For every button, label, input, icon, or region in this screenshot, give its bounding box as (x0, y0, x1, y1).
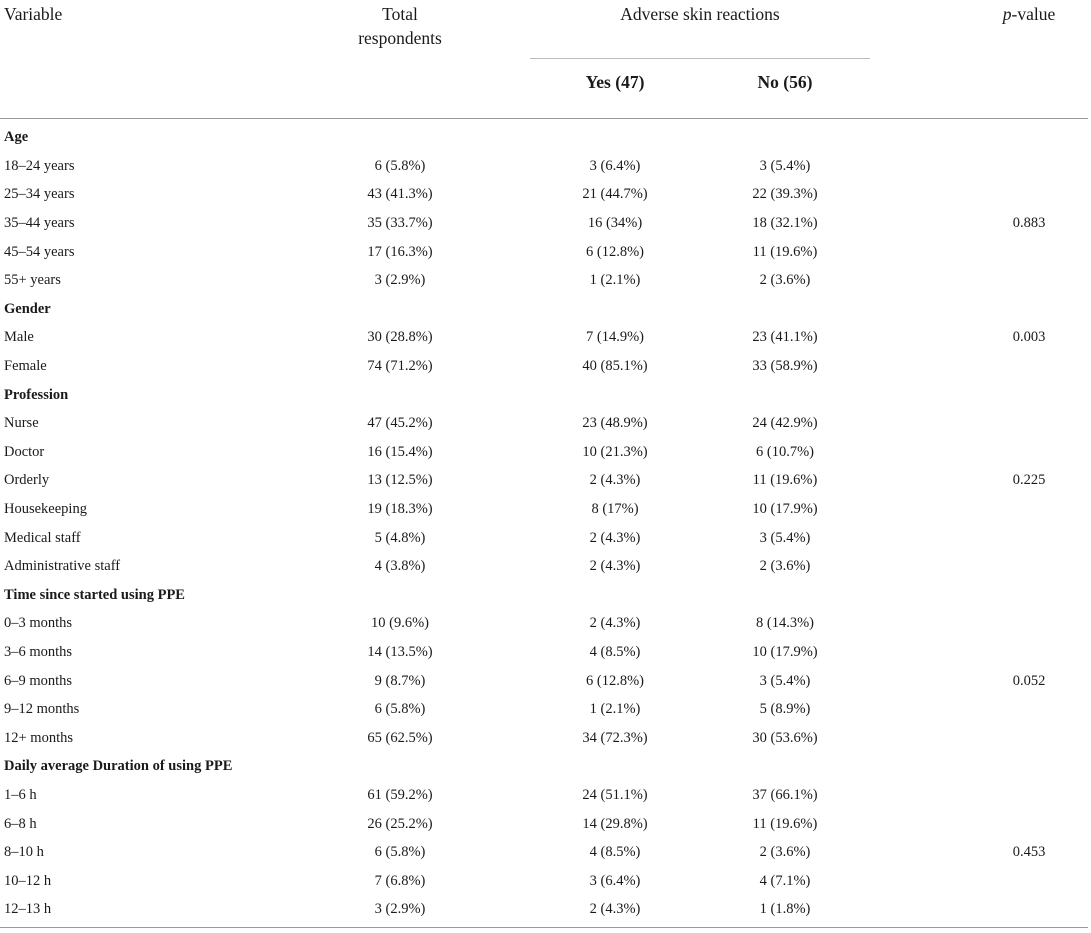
section-title: Daily average Duration of using PPE (4, 758, 233, 775)
row-label: Housekeeping (4, 501, 87, 518)
yes-cell: 2 (4.3%) (589, 472, 641, 489)
total-cell: 74 (71.2%) (367, 358, 433, 375)
p-value-cell: 0.052 (1012, 672, 1046, 689)
p-value-empty-cell (870, 352, 1088, 381)
total-cell: 9 (8.7%) (374, 672, 426, 689)
total-cell: 13 (12.5%) (367, 472, 433, 489)
table-row (0, 495, 1088, 524)
p-value-empty-cell (870, 809, 1088, 838)
row-label: Medical staff (4, 529, 81, 546)
table-row (0, 323, 1088, 352)
no-cell: 6 (10.7%) (756, 443, 814, 460)
p-value-empty-cell (870, 409, 1088, 438)
table-row (0, 466, 1088, 495)
no-cell: 23 (41.1%) (752, 329, 818, 346)
no-cell: 4 (7.1%) (759, 872, 811, 889)
header-yes: Yes (47) (585, 71, 645, 92)
table-row (0, 209, 1088, 238)
total-cell: 17 (16.3%) (367, 243, 433, 260)
table-row (0, 523, 1088, 552)
no-cell: 18 (32.1%) (752, 215, 818, 232)
no-cell: 10 (17.9%) (752, 501, 818, 518)
no-cell: 10 (17.9%) (752, 643, 818, 660)
total-cell: 6 (5.8%) (374, 701, 426, 718)
section-title: Age (4, 129, 29, 146)
row-label: 18–24 years (4, 157, 75, 174)
p-value-cell: 0.225 (1012, 472, 1046, 489)
p-value-empty-cell (870, 495, 1088, 524)
yes-cell: 6 (12.8%) (586, 243, 644, 260)
table-row (0, 152, 1088, 181)
no-cell: 37 (66.1%) (752, 786, 818, 803)
section-header-row (0, 581, 1088, 610)
total-cell: 43 (41.3%) (367, 186, 433, 203)
yes-cell: 2 (4.3%) (589, 901, 641, 918)
no-cell: 1 (1.8%) (759, 901, 811, 918)
yes-cell: 23 (48.9%) (582, 415, 648, 432)
no-cell: 8 (14.3%) (756, 615, 814, 632)
row-label: 12+ months (4, 729, 74, 746)
no-cell: 2 (3.6%) (759, 558, 811, 575)
yes-cell: 24 (51.1%) (582, 786, 648, 803)
yes-cell: 40 (85.1%) (582, 358, 648, 375)
row-label: 9–12 months (4, 701, 80, 718)
header-no: No (56) (757, 71, 813, 92)
no-cell: 2 (3.6%) (759, 844, 811, 861)
section-title: Time since started using PPE (4, 586, 185, 603)
total-cell: 19 (18.3%) (367, 501, 433, 518)
table-row (0, 552, 1088, 581)
total-cell: 3 (2.9%) (374, 901, 426, 918)
section-title: Gender (4, 300, 51, 317)
p-value-empty-cell (870, 638, 1088, 667)
yes-cell: 4 (8.5%) (589, 844, 641, 861)
row-label: 45–54 years (4, 243, 75, 260)
total-cell: 3 (2.9%) (374, 272, 426, 289)
yes-cell: 34 (72.3%) (582, 729, 648, 746)
total-cell: 6 (5.8%) (374, 157, 426, 174)
total-cell: 26 (25.2%) (367, 815, 433, 832)
row-label: 0–3 months (4, 615, 73, 632)
p-value-cell: 0.453 (1012, 844, 1046, 861)
table-row (0, 237, 1088, 266)
total-cell: 10 (9.6%) (371, 615, 429, 632)
table-row (0, 438, 1088, 467)
p-value-empty-cell (870, 152, 1088, 181)
table-row (0, 266, 1088, 295)
yes-cell: 8 (17%) (591, 501, 639, 518)
row-label: 6–9 months (4, 672, 73, 689)
table-row (0, 895, 1088, 924)
total-cell: 14 (13.5%) (367, 643, 433, 660)
table-row (0, 781, 1088, 810)
no-cell: 30 (53.6%) (752, 729, 818, 746)
p-value-empty-cell (870, 523, 1088, 552)
header-adverse-skin-reactions: Adverse skin reactions (530, 0, 870, 59)
p-value-empty-cell (870, 781, 1088, 810)
section-header-row (0, 752, 1088, 781)
p-value-empty-cell (870, 866, 1088, 895)
no-cell: 33 (58.9%) (752, 358, 818, 375)
total-cell: 16 (15.4%) (367, 443, 433, 460)
yes-cell: 14 (29.8%) (582, 815, 648, 832)
yes-cell: 10 (21.3%) (582, 443, 648, 460)
table-row (0, 180, 1088, 209)
p-value-empty-cell (870, 723, 1088, 752)
no-cell: 2 (3.6%) (759, 272, 811, 289)
p-value-cell: 0.883 (1012, 215, 1046, 232)
total-cell: 65 (62.5%) (367, 729, 433, 746)
p-value-empty-cell (870, 609, 1088, 638)
table-bottom-rule (0, 927, 1088, 928)
row-label: 8–10 h (4, 844, 44, 861)
header-p-value: p-value (1002, 4, 1056, 24)
row-label: Administrative staff (4, 558, 121, 575)
total-cell: 61 (59.2%) (367, 786, 433, 803)
table-body (0, 119, 1088, 924)
row-label: 1–6 h (4, 786, 37, 803)
p-value-empty-cell (870, 266, 1088, 295)
yes-cell: 21 (44.7%) (582, 186, 648, 203)
yes-cell: 7 (14.9%) (586, 329, 644, 346)
table-row (0, 838, 1088, 867)
header-variable: Variable (4, 4, 63, 24)
total-cell: 30 (28.8%) (367, 329, 433, 346)
row-label: Nurse (4, 415, 39, 432)
yes-cell: 2 (4.3%) (589, 558, 641, 575)
row-label: 6–8 h (4, 815, 37, 832)
yes-cell: 16 (34%) (587, 215, 643, 232)
table-row (0, 638, 1088, 667)
total-cell: 5 (4.8%) (374, 529, 426, 546)
total-cell: 7 (6.8%) (374, 872, 426, 889)
row-label: Orderly (4, 472, 50, 489)
p-value-empty-cell (870, 695, 1088, 724)
row-label: 35–44 years (4, 215, 75, 232)
yes-cell: 4 (8.5%) (589, 643, 641, 660)
table-row (0, 723, 1088, 752)
yes-cell: 1 (2.1%) (589, 272, 641, 289)
total-cell: 35 (33.7%) (367, 215, 433, 232)
row-label: 25–34 years (4, 186, 75, 203)
section-header-row (0, 295, 1088, 324)
no-cell: 24 (42.9%) (752, 415, 818, 432)
section-title: Profession (4, 386, 69, 403)
row-label: Male (4, 329, 34, 346)
yes-cell: 1 (2.1%) (589, 701, 641, 718)
p-value-cell: 0.003 (1012, 329, 1046, 346)
p-value-empty-cell (870, 438, 1088, 467)
total-cell: 4 (3.8%) (374, 558, 426, 575)
table-row (0, 609, 1088, 638)
p-value-empty-cell (870, 552, 1088, 581)
row-label: 10–12 h (4, 872, 52, 889)
p-value-empty-cell (870, 180, 1088, 209)
table-row (0, 866, 1088, 895)
yes-cell: 6 (12.8%) (586, 672, 644, 689)
no-cell: 11 (19.6%) (752, 243, 818, 260)
header-total-respondents: Total respondents (358, 4, 442, 48)
no-cell: 3 (5.4%) (759, 672, 811, 689)
row-label: 3–6 months (4, 643, 73, 660)
no-cell: 3 (5.4%) (759, 157, 811, 174)
table-row (0, 695, 1088, 724)
section-header-row (0, 119, 1088, 152)
total-cell: 47 (45.2%) (367, 415, 433, 432)
table-row (0, 409, 1088, 438)
row-label: 55+ years (4, 272, 61, 289)
yes-cell: 2 (4.3%) (589, 529, 641, 546)
no-cell: 11 (19.6%) (752, 815, 818, 832)
section-header-row (0, 380, 1088, 409)
yes-cell: 3 (6.4%) (589, 872, 641, 889)
table-row (0, 352, 1088, 381)
no-cell: 5 (8.9%) (759, 701, 811, 718)
no-cell: 3 (5.4%) (759, 529, 811, 546)
row-label: 12–13 h (4, 901, 52, 918)
table-row (0, 809, 1088, 838)
row-label: Female (4, 358, 47, 375)
yes-cell: 2 (4.3%) (589, 615, 641, 632)
no-cell: 22 (39.3%) (752, 186, 818, 203)
no-cell: 11 (19.6%) (752, 472, 818, 489)
total-cell: 6 (5.8%) (374, 844, 426, 861)
p-value-empty-cell (870, 237, 1088, 266)
table-row (0, 666, 1088, 695)
yes-cell: 3 (6.4%) (589, 157, 641, 174)
row-label: Doctor (4, 443, 45, 460)
p-value-empty-cell (870, 895, 1088, 924)
